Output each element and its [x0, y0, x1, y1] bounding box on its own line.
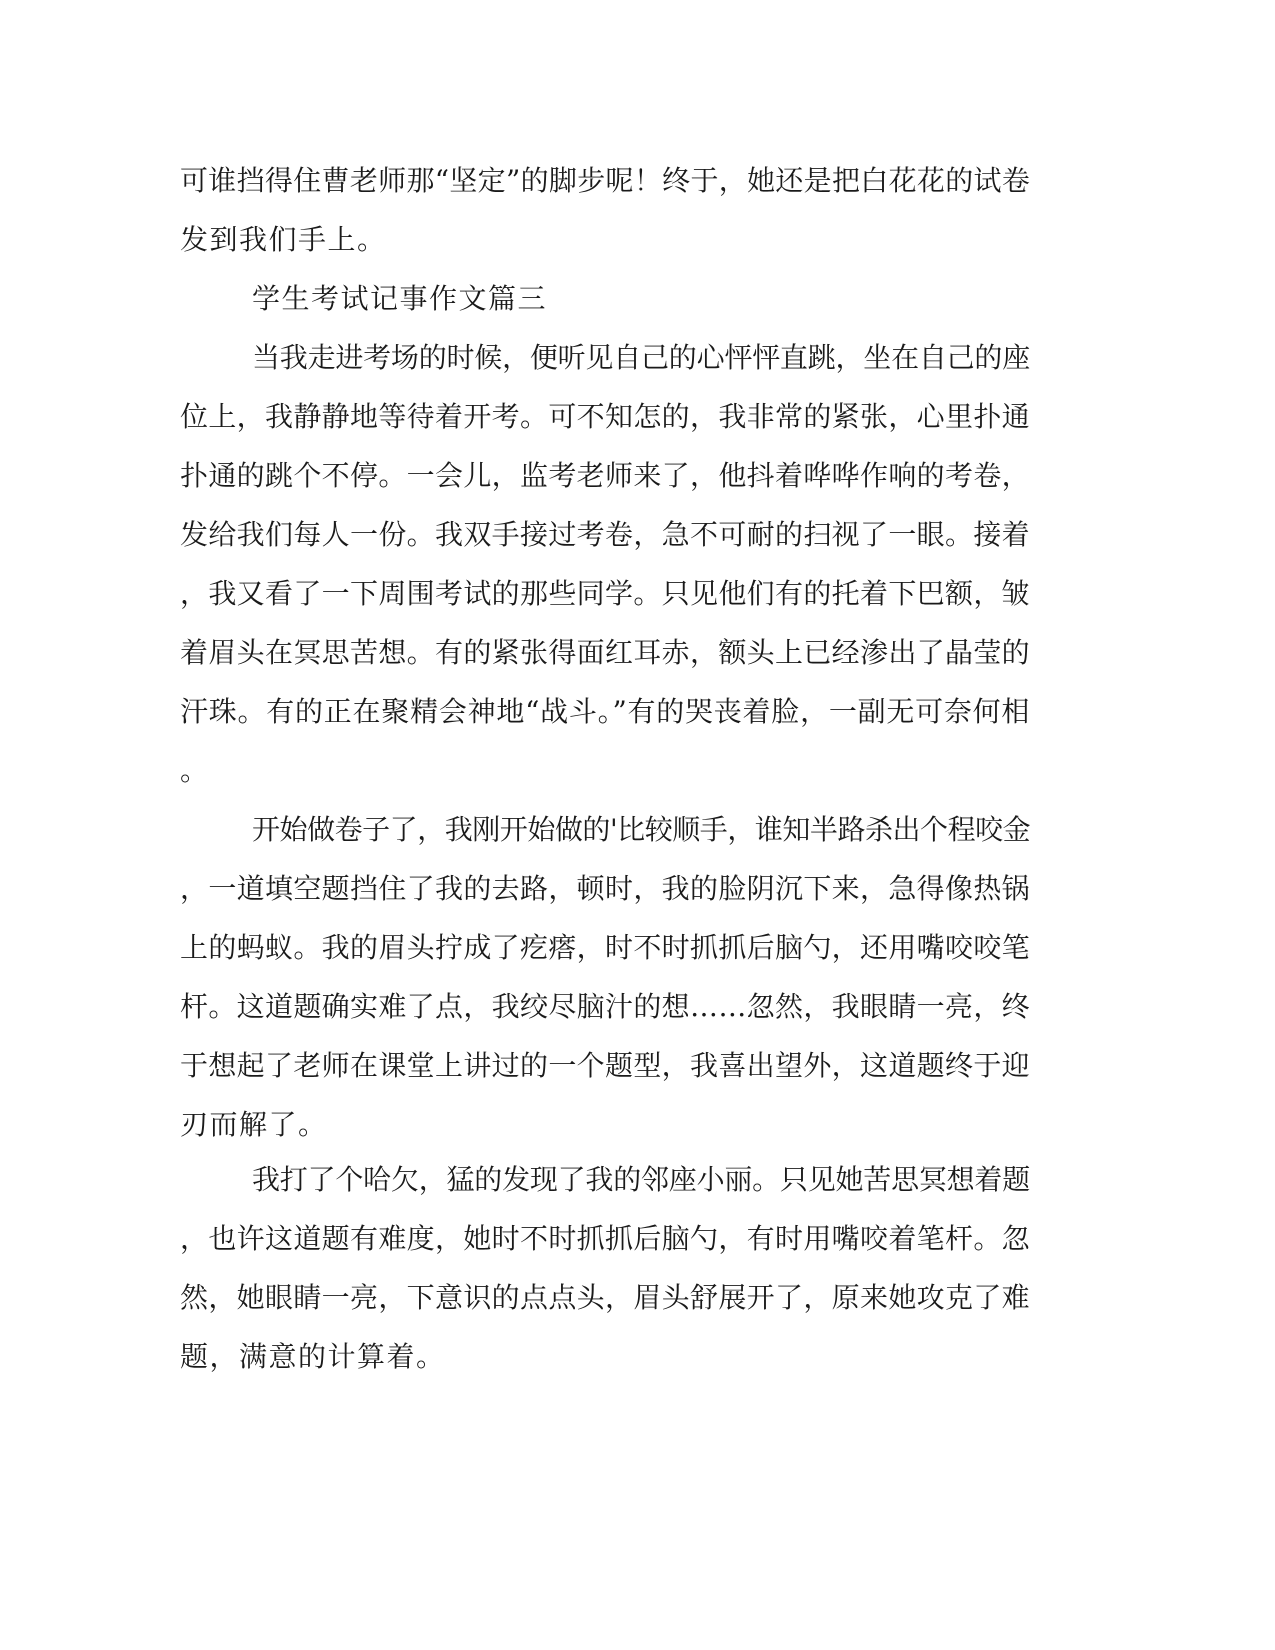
text-line: 可谁挡得住曹老师那“坚定”的脚步呢！终于，她还是把白花花的试卷 [180, 164, 1031, 197]
text-line: 我打了个哈欠，猛的发现了我的邻座小丽。只见她苦思冥想着题 [252, 1163, 1031, 1196]
text-line: 当我走进考场的时候，便听见自己的心怦怦直跳，坐在自己的座 [252, 341, 1031, 374]
text-line: 着眉头在冥思苦想。有的紧张得面红耳赤，额头上已经渗出了晶莹的 [180, 636, 1031, 669]
section-heading: 学生考试记事作文篇三 [252, 282, 548, 315]
text-line: 杆。这道题确实难了点，我绞尽脑汁的想……忽然，我眼睛一亮，终 [180, 990, 1031, 1023]
text-line: 扑通的跳个不停。一会儿，监考老师来了，他抖着哗哗作响的考卷， [180, 459, 1031, 492]
text-line: 于想起了老师在课堂上讲过的一个题型，我喜出望外，这道题终于迎 [180, 1049, 1031, 1082]
text-line: 开始做卷子了，我刚开始做的'比较顺手，谁知半路杀出个程咬金 [252, 813, 1031, 846]
text-line: 刃而解了。 [180, 1108, 328, 1141]
text-line: ，一道填空题挡住了我的去路，顿时，我的脸阴沉下来，急得像热锅 [180, 872, 1031, 905]
text-line: ，也许这道题有难度，她时不时抓抓后脑勺，有时用嘴咬着笔杆。忽 [180, 1222, 1031, 1255]
text-line: 位上，我静静地等待着开考。可不知怎的，我非常的紧张，心里扑通 [180, 400, 1031, 433]
text-line: 发到我们手上。 [180, 223, 387, 256]
text-line: 上的蚂蚁。我的眉头拧成了疙瘩，时不时抓抓后脑勺，还用嘴咬咬笔 [180, 931, 1031, 964]
text-line: ，我又看了一下周围考试的那些同学。只见他们有的托着下巴额，皱 [180, 577, 1031, 610]
text-line: 。 [180, 754, 210, 787]
text-line: 然，她眼睛一亮，下意识的点点头，眉头舒展开了，原来她攻克了难 [180, 1281, 1031, 1314]
text-line: 汗珠。有的正在聚精会神地“战斗。”有的哭丧着脸，一副无可奈何相 [180, 695, 1031, 728]
text-line: 题，满意的计算着。 [180, 1340, 446, 1373]
text-line: 发给我们每人一份。我双手接过考卷，急不可耐的扫视了一眼。接着 [180, 518, 1031, 551]
